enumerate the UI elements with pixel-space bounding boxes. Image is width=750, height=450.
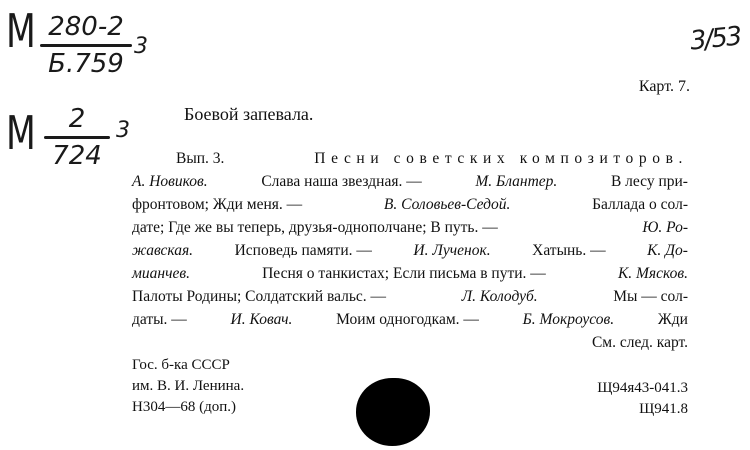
author-name: Ю. Ро- [642, 219, 688, 236]
author-name: К. Мясков. [617, 265, 688, 282]
card-title: Боевой запевала. [184, 104, 314, 124]
author-name: А. Новиков. [132, 173, 208, 190]
song-list-text: Слава наша звездная. — [261, 173, 422, 190]
author-name: жавская. [132, 242, 194, 259]
ink-blot [356, 378, 430, 446]
handwritten-shelfmark-2 [44, 104, 110, 171]
fraction-bar [40, 44, 132, 47]
handwritten-letter-m-2: M [6, 106, 36, 160]
author-name: мианчев. [132, 265, 190, 282]
body-line-5 [132, 240, 688, 261]
handwritten-suffix-2: 3 [116, 118, 130, 143]
author-name: И. Ковач. [230, 311, 293, 328]
library-name-2: им. В. И. Ленина. [132, 378, 245, 394]
classification-codes [597, 378, 688, 420]
song-list-text: Палоты Родины; Солдатский вальс. — [132, 288, 387, 305]
classification-code-1: Щ94я43-041.3 [597, 380, 688, 396]
song-list-text: дате; Где же вы теперь, друзья-однополчане; В путь. — [132, 219, 498, 236]
body-line-7 [132, 286, 688, 307]
fraction-bar [44, 136, 110, 139]
body-line-2 [132, 171, 688, 192]
author-name: Б. Мокроусов. [522, 311, 615, 328]
card-number: Карт. 7. [638, 78, 690, 95]
continued-note: См. след. карт. [591, 334, 688, 351]
handwritten-corner-note: 3/53 [688, 21, 742, 57]
author-name: М. Блантер. [475, 173, 558, 190]
handwritten-letter-m: M [6, 4, 36, 58]
shelfmark-2-numerator: 2 [68, 104, 86, 134]
library-info [132, 355, 244, 418]
collection-subtitle: Песни советских композиторов. [314, 150, 688, 167]
library-name: Гос. б-ка СССР [132, 357, 230, 373]
song-list-text: Жди [657, 311, 688, 328]
song-list-text: даты. — [132, 311, 187, 328]
body-line-4 [132, 217, 688, 238]
author-name: И. Лученок. [413, 242, 491, 259]
print-code: Н304—68 (доп.) [132, 399, 236, 415]
body-line-3 [132, 194, 688, 215]
body-line-8 [132, 309, 688, 330]
shelfmark-1-denominator: Б.759 [48, 49, 124, 79]
song-list-text: фронтовом; Жди меня. — [132, 196, 303, 213]
author-name: Л. Колодуб. [461, 288, 538, 305]
classification-code-2: Щ941.8 [639, 401, 688, 417]
song-list-text: Баллада о сол- [592, 196, 688, 213]
author-name: В. Соловьев-Седой. [383, 196, 511, 213]
shelfmark-2-denominator: 724 [52, 141, 102, 171]
handwritten-suffix-1: 3 [134, 34, 148, 59]
song-list-text: Исповедь памяти. — [234, 242, 372, 259]
handwritten-shelfmark-1 [40, 12, 132, 79]
song-list-text: Мы — сол- [613, 288, 688, 305]
shelfmark-1-numerator: 280-2 [48, 12, 124, 42]
song-list-text: Моим одногодкам. — [336, 311, 479, 328]
song-list-text: В лесу при- [610, 173, 688, 190]
author-name: К. До- [647, 242, 688, 259]
body-line-1 [176, 148, 688, 169]
song-list-text: Песня о танкистах; Если письма в пути. — [262, 265, 546, 282]
issue-label: Вып. 3. [176, 150, 225, 167]
body-line-6 [132, 263, 688, 284]
song-list-text: Хатынь. — [532, 242, 606, 259]
